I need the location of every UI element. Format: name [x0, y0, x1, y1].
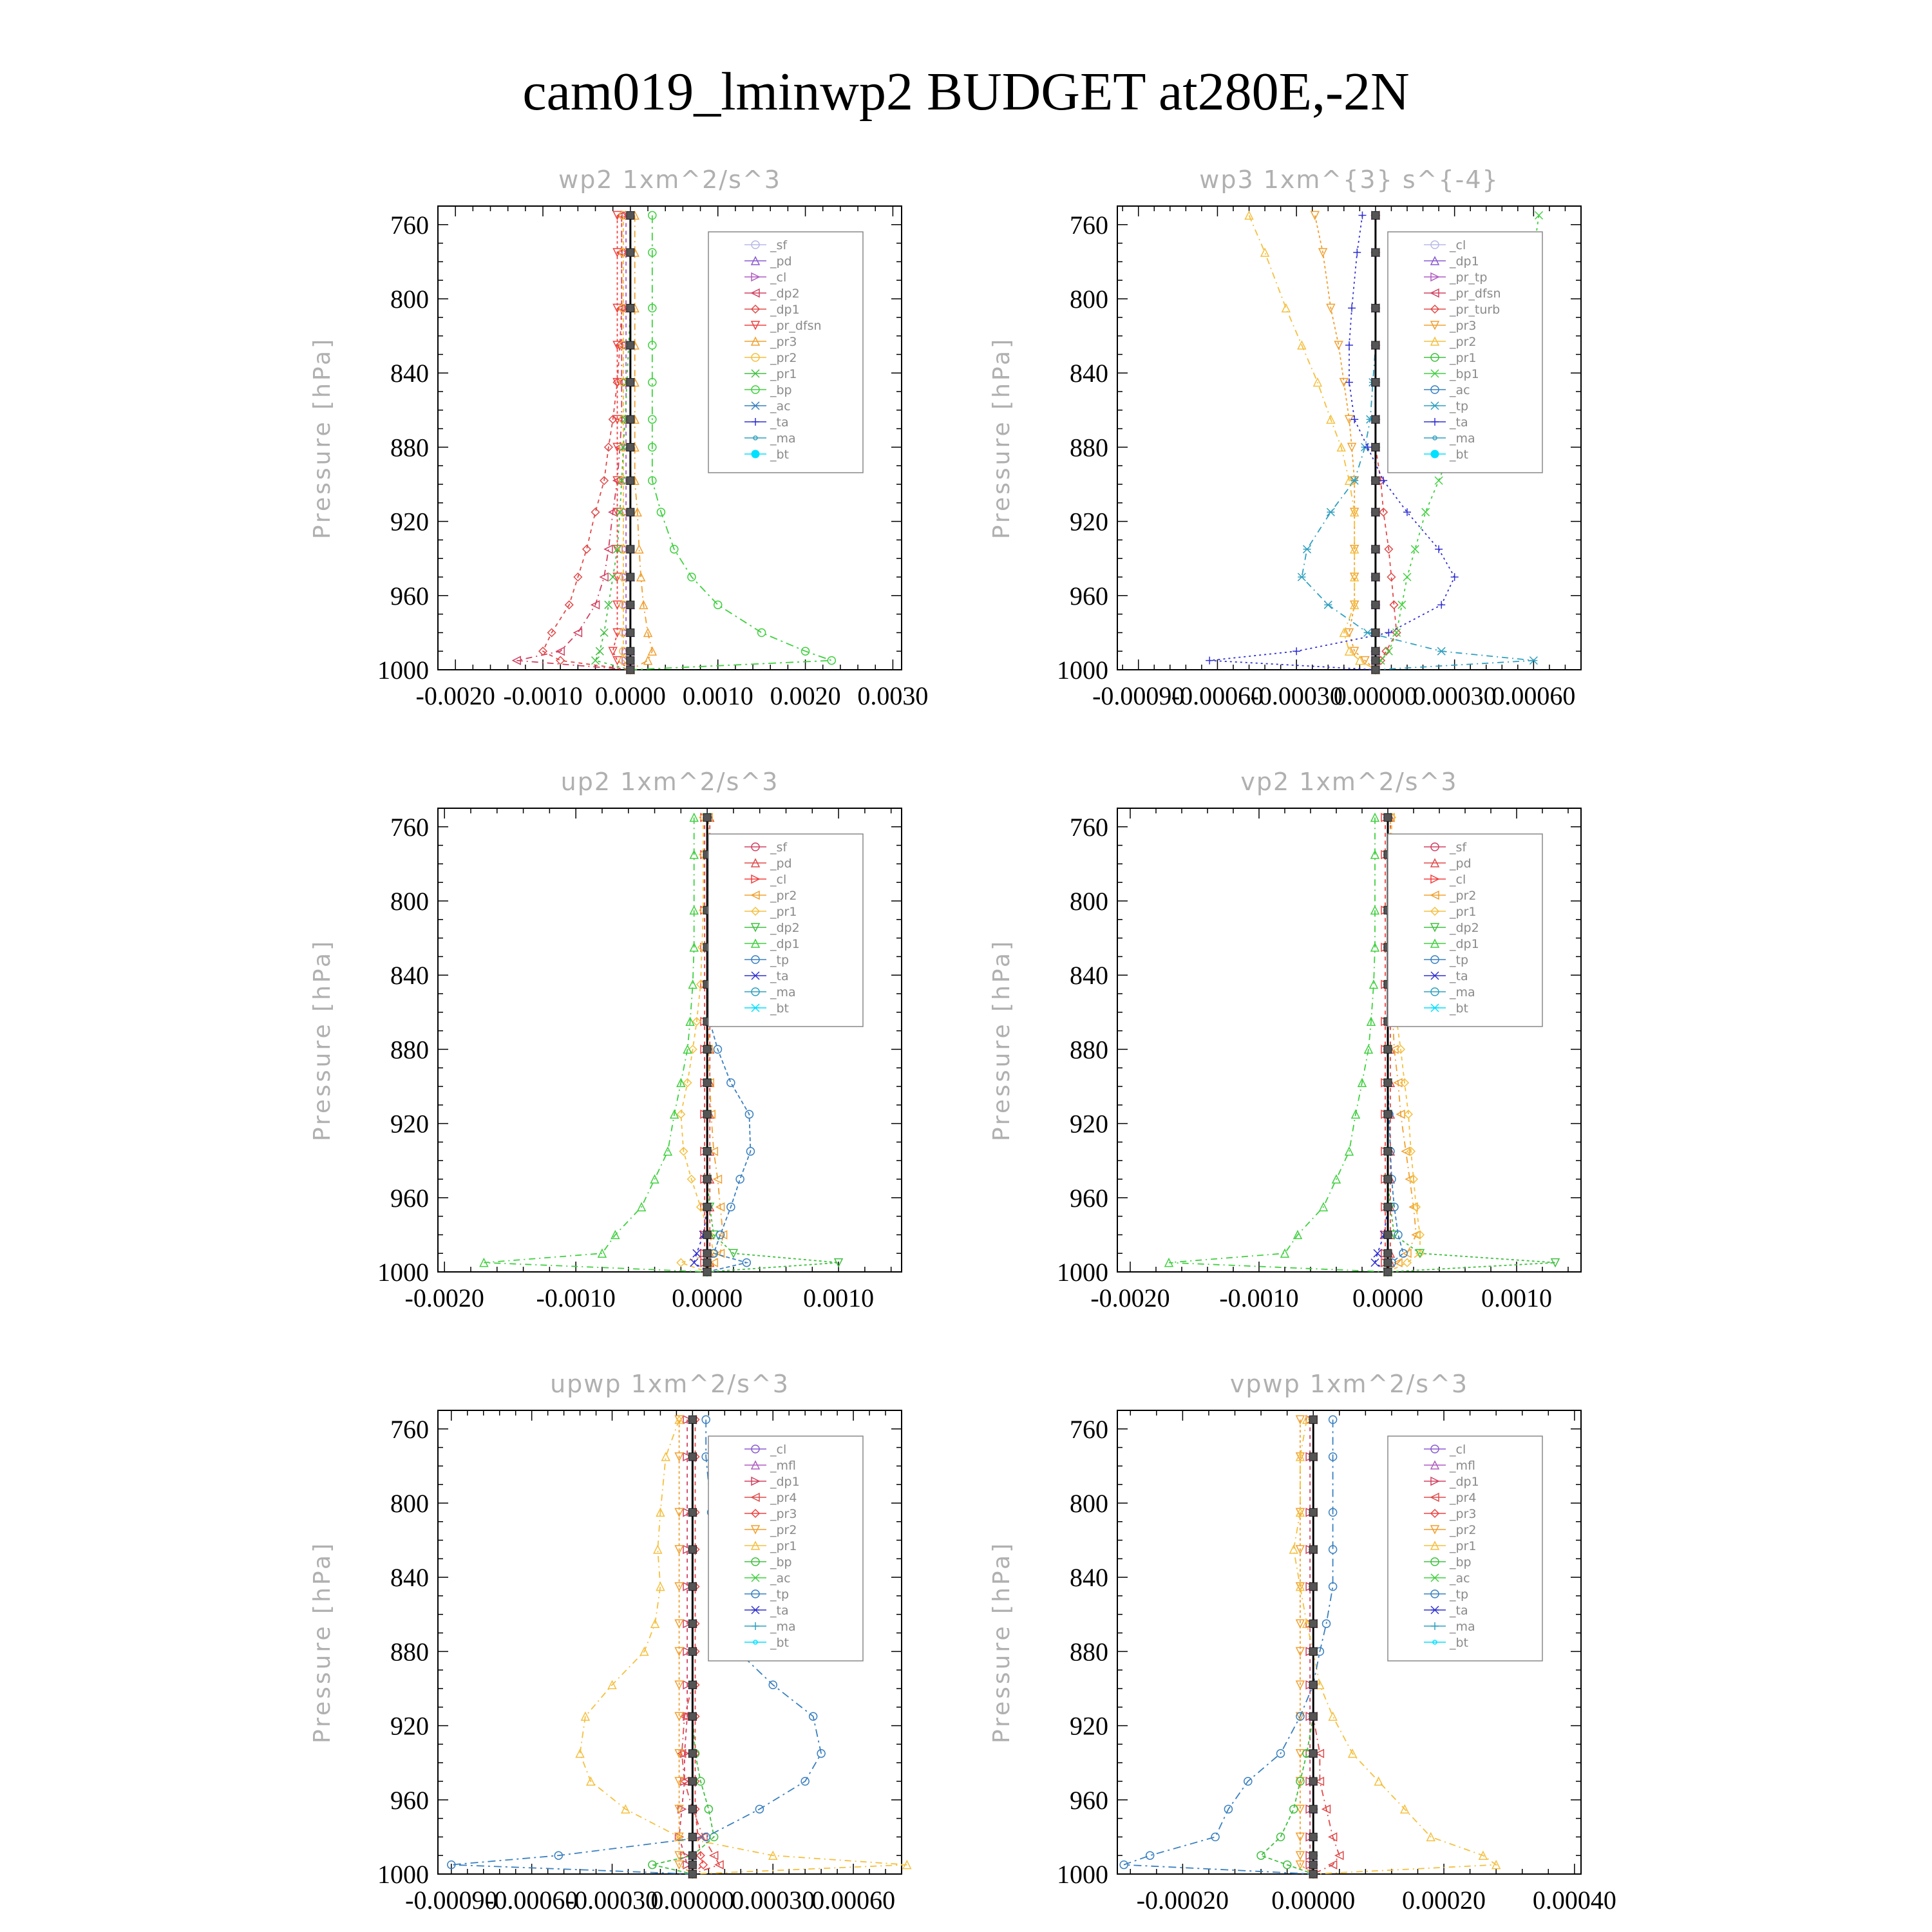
- zero-marker: [703, 1268, 711, 1276]
- zero-marker: [1309, 1647, 1317, 1655]
- zero-marker: [627, 601, 634, 609]
- zero-marker: [688, 1546, 696, 1553]
- zero-marker: [627, 657, 634, 665]
- zero-marker: [1384, 1268, 1392, 1276]
- zero-marker: [627, 508, 634, 516]
- zero-marker: [1309, 1805, 1317, 1813]
- x-tick-label: -0.00030: [565, 1886, 659, 1915]
- y-axis-label: Pressure [hPa]: [989, 336, 1015, 540]
- legend-label: _bt: [770, 1636, 790, 1650]
- zero-marker: [688, 1712, 696, 1720]
- legend-marker: [752, 450, 759, 458]
- x-tick-label: 0.0010: [803, 1283, 875, 1312]
- zero-marker: [688, 1416, 696, 1423]
- y-tick-label: 880: [390, 1035, 429, 1065]
- page-title: cam019_lminwp2 BUDGET at280E,-2N: [522, 62, 1410, 122]
- y-axis-label: Pressure [hPa]: [309, 1540, 336, 1744]
- legend-label: _ma: [1450, 1620, 1475, 1634]
- zero-marker: [688, 1861, 696, 1869]
- zero-marker: [627, 249, 634, 256]
- x-tick-label: -0.00090: [1092, 681, 1185, 710]
- zero-marker: [688, 1647, 696, 1655]
- zero-marker: [688, 1453, 696, 1461]
- legend-label: _cl: [1450, 873, 1466, 887]
- zero-marker: [703, 1175, 711, 1183]
- zero-marker: [1372, 211, 1379, 219]
- zero-marker: [627, 545, 634, 553]
- legend-label: _pr1: [1450, 1539, 1477, 1553]
- zero-marker: [1384, 1203, 1392, 1211]
- legend-label: _dp2: [770, 921, 800, 935]
- zero-marker: [627, 629, 634, 636]
- panel-title: wp2 1xm^2/s^3: [558, 166, 781, 194]
- zero-marker: [688, 1833, 696, 1841]
- zero-marker: [627, 443, 634, 451]
- legend-label: _ta: [770, 1604, 789, 1618]
- legend-label: _pr4: [770, 1491, 797, 1505]
- legend-label: _bt: [770, 1001, 790, 1016]
- legend-label: _dp1: [770, 303, 800, 317]
- zero-marker: [1372, 647, 1379, 655]
- legend-label: _cl: [1450, 238, 1466, 252]
- zero-marker: [1372, 573, 1379, 581]
- y-tick-label: 760: [390, 210, 429, 240]
- zero-marker: [627, 304, 634, 312]
- zero-marker: [703, 1148, 711, 1155]
- legend-label: _bt: [1450, 1001, 1469, 1016]
- y-tick-label: 760: [390, 1414, 429, 1444]
- legend-label: _pr3: [770, 335, 797, 349]
- y-tick-label: 880: [390, 1637, 429, 1667]
- zero-marker: [1309, 1453, 1317, 1461]
- legend-label: _ma: [1450, 431, 1475, 446]
- legend-label: _pr1: [770, 905, 797, 919]
- x-tick-label: 0.0020: [770, 681, 841, 710]
- zero-marker: [1384, 813, 1392, 821]
- zero-marker: [688, 1750, 696, 1757]
- legend-marker: [1431, 450, 1439, 458]
- zero-marker: [688, 1620, 696, 1627]
- zero-marker: [1372, 379, 1379, 386]
- y-tick-label: 800: [390, 285, 429, 314]
- zero-marker: [1372, 249, 1379, 256]
- x-tick-label: 0.00030: [1412, 681, 1497, 710]
- panel-title: up2 1xm^2/s^3: [560, 768, 779, 796]
- y-tick-label: 760: [1070, 210, 1108, 240]
- x-tick-label: 0.00020: [1402, 1886, 1486, 1915]
- legend-label: _ma: [770, 1620, 796, 1634]
- y-tick-label: 920: [390, 1109, 429, 1139]
- legend-label: _pd: [770, 254, 792, 269]
- y-tick-label: 920: [1070, 1109, 1108, 1139]
- zero-marker: [1372, 666, 1379, 674]
- y-tick-label: 840: [1070, 359, 1108, 388]
- y-tick-label: 840: [390, 359, 429, 388]
- legend-label: _ta: [1450, 969, 1468, 983]
- zero-marker: [627, 415, 634, 423]
- y-tick-label: 920: [390, 507, 429, 536]
- y-tick-label: 960: [390, 581, 429, 611]
- y-tick-label: 1000: [377, 656, 429, 685]
- legend-label: _dp1: [770, 937, 800, 951]
- y-tick-label: 800: [390, 887, 429, 916]
- legend-label: _pr4: [1450, 1491, 1477, 1505]
- zero-marker: [1384, 1259, 1392, 1267]
- y-tick-label: 960: [1070, 581, 1108, 611]
- legend-label: _pr2: [770, 889, 797, 903]
- legend-label: _pd: [1450, 857, 1472, 871]
- legend-label: _ma: [1450, 985, 1475, 999]
- x-tick-label: -0.00090: [405, 1886, 498, 1915]
- legend-label: _ma: [770, 985, 796, 999]
- zero-marker: [688, 1681, 696, 1689]
- panel-title: vp2 1xm^2/s^3: [1240, 768, 1458, 796]
- legend-label: _tp: [770, 953, 790, 967]
- zero-marker: [1372, 443, 1379, 451]
- legend-label: _ac: [770, 1571, 791, 1586]
- zero-marker: [688, 1777, 696, 1785]
- y-axis-label: Pressure [hPa]: [989, 938, 1015, 1142]
- zero-marker: [703, 1110, 711, 1118]
- legend-label: _bp: [1450, 1555, 1472, 1569]
- x-tick-label: 0.00030: [731, 1886, 815, 1915]
- legend-label: _dp1: [1450, 254, 1479, 269]
- legend-label: _tp: [1450, 399, 1469, 413]
- zero-marker: [703, 1231, 711, 1238]
- legend-label: _pr_tp: [1450, 270, 1488, 285]
- zero-marker: [1372, 341, 1379, 349]
- x-tick-label: 0.0000: [672, 1283, 743, 1312]
- zero-marker: [703, 1045, 711, 1053]
- zero-marker: [688, 1508, 696, 1516]
- legend-label: _ac: [1450, 383, 1470, 397]
- zero-marker: [1384, 1110, 1392, 1118]
- x-tick-label: 0.0010: [1481, 1283, 1552, 1312]
- zero-marker: [1384, 1175, 1392, 1183]
- legend-label: _pr3: [770, 1507, 797, 1521]
- legend-label: _bt: [770, 448, 790, 462]
- legend-label: _dp1: [770, 1475, 800, 1489]
- y-tick-label: 920: [1070, 507, 1108, 536]
- x-tick-label: -0.0010: [503, 681, 583, 710]
- legend-label: _pr3: [1450, 1507, 1477, 1521]
- x-tick-label: -0.0020: [1090, 1283, 1170, 1312]
- y-tick-label: 800: [1070, 1489, 1108, 1518]
- zero-marker: [1372, 657, 1379, 665]
- legend-label: _pr2: [770, 351, 797, 365]
- zero-marker: [1309, 1620, 1317, 1627]
- y-axis-label: Pressure [hPa]: [989, 1540, 1015, 1744]
- legend-label: _pr_turb: [1450, 303, 1501, 317]
- zero-marker: [1384, 1148, 1392, 1155]
- x-tick-label: 0.0030: [857, 681, 929, 710]
- zero-marker: [1309, 1583, 1317, 1591]
- legend-label: _pr1: [770, 367, 797, 381]
- x-tick-label: 0.00000: [1333, 681, 1417, 710]
- y-tick-label: 960: [390, 1183, 429, 1213]
- y-tick-label: 800: [1070, 285, 1108, 314]
- legend-label: _ta: [770, 969, 789, 983]
- legend-label: _sf: [770, 238, 788, 252]
- zero-marker: [703, 813, 711, 821]
- zero-marker: [1372, 601, 1379, 609]
- y-tick-label: 960: [1070, 1785, 1108, 1815]
- legend-label: _ta: [1450, 1604, 1468, 1618]
- zero-marker: [1372, 545, 1379, 553]
- y-tick-label: 920: [1070, 1711, 1108, 1741]
- x-tick-label: 0.00000: [1271, 1886, 1356, 1915]
- zero-marker: [1309, 1546, 1317, 1553]
- legend-label: _ac: [1450, 1571, 1470, 1586]
- zero-marker: [1384, 1045, 1392, 1053]
- panel-title: vpwp 1xm^2/s^3: [1229, 1370, 1469, 1398]
- legend-label: _cl: [770, 873, 787, 887]
- zero-marker: [1309, 1777, 1317, 1785]
- zero-marker: [688, 1583, 696, 1591]
- legend-label: _ma: [770, 431, 796, 446]
- zero-marker: [627, 477, 634, 484]
- zero-marker: [627, 211, 634, 219]
- legend-label: _bp: [770, 1555, 792, 1569]
- legend-label: _pr3: [1450, 319, 1477, 333]
- zero-marker: [703, 1203, 711, 1211]
- zero-marker: [688, 1805, 696, 1813]
- zero-marker: [703, 1079, 711, 1086]
- zero-marker: [627, 341, 634, 349]
- legend-label: _ta: [770, 415, 789, 430]
- x-tick-label: -0.00020: [1136, 1886, 1229, 1915]
- legend-label: _pr_dfsn: [770, 319, 822, 333]
- y-axis-label: Pressure [hPa]: [309, 336, 336, 540]
- zero-marker: [1309, 1681, 1317, 1689]
- y-tick-label: 840: [390, 1563, 429, 1593]
- legend-label: _bp: [770, 383, 792, 397]
- y-tick-label: 960: [1070, 1183, 1108, 1213]
- legend-label: _sf: [1450, 840, 1467, 855]
- legend-label: _ac: [770, 399, 791, 413]
- zero-marker: [627, 379, 634, 386]
- legend-label: _bt: [1450, 1636, 1469, 1650]
- x-tick-label: -0.00060: [1171, 681, 1264, 710]
- legend-label: _tp: [1450, 1587, 1469, 1602]
- legend-label: _tp: [1450, 953, 1469, 967]
- zero-marker: [1384, 1231, 1392, 1238]
- legend-label: _cl: [770, 270, 787, 285]
- y-tick-label: 840: [1070, 961, 1108, 990]
- legend-label: _sf: [770, 840, 788, 855]
- zero-marker: [1384, 1079, 1392, 1086]
- zero-marker: [1372, 477, 1379, 484]
- y-tick-label: 840: [1070, 1563, 1108, 1593]
- x-tick-label: 0.00040: [1532, 1886, 1616, 1915]
- zero-marker: [627, 666, 634, 674]
- y-tick-label: 800: [1070, 887, 1108, 916]
- x-tick-label: -0.0020: [404, 1283, 484, 1312]
- zero-marker: [1309, 1712, 1317, 1720]
- y-tick-label: 760: [1070, 812, 1108, 842]
- y-tick-label: 800: [390, 1489, 429, 1518]
- legend-label: _dp2: [770, 287, 800, 301]
- zero-marker: [703, 1259, 711, 1267]
- legend-label: _dp1: [1450, 1475, 1479, 1489]
- legend-label: _dp2: [1450, 921, 1479, 935]
- y-tick-label: 760: [390, 812, 429, 842]
- zero-marker: [703, 1249, 711, 1257]
- legend-label: _pr1: [770, 1539, 797, 1553]
- x-tick-label: 0.00060: [1492, 681, 1576, 710]
- legend-label: _dp1: [1450, 937, 1479, 951]
- zero-marker: [1372, 508, 1379, 516]
- x-tick-label: -0.0020: [415, 681, 495, 710]
- x-tick-label: -0.0010: [536, 1283, 616, 1312]
- zero-marker: [688, 1852, 696, 1859]
- legend-label: _pr1: [1450, 351, 1477, 365]
- x-tick-label: 0.0000: [1352, 1283, 1423, 1312]
- panel-title: wp3 1xm^{3} s^{-4}: [1199, 166, 1499, 194]
- x-tick-label: -0.0010: [1219, 1283, 1299, 1312]
- x-tick-label: -0.00060: [486, 1886, 578, 1915]
- y-tick-label: 1000: [1057, 656, 1108, 685]
- legend-label: _cl: [770, 1443, 787, 1457]
- y-tick-label: 1000: [1057, 1258, 1108, 1287]
- x-tick-label: 0.0000: [594, 681, 666, 710]
- x-tick-label: -0.00030: [1250, 681, 1343, 710]
- zero-marker: [1309, 1833, 1317, 1841]
- zero-marker: [1372, 304, 1379, 312]
- legend-label: _pr2: [1450, 335, 1477, 349]
- legend-label: _pr_dfsn: [1450, 287, 1501, 301]
- legend-label: _mfl: [770, 1459, 796, 1473]
- y-tick-label: 920: [390, 1711, 429, 1741]
- legend-label: _pr2: [1450, 889, 1477, 903]
- legend-label: _ta: [1450, 415, 1468, 430]
- zero-marker: [1372, 415, 1379, 423]
- legend-label: _tp: [770, 1587, 790, 1602]
- zero-marker: [1384, 1249, 1392, 1257]
- zero-marker: [1372, 629, 1379, 636]
- legend-label: _cl: [1450, 1443, 1466, 1457]
- zero-marker: [1309, 1508, 1317, 1516]
- x-tick-label: 0.00060: [811, 1886, 896, 1915]
- legend-label: _mfl: [1450, 1459, 1475, 1473]
- x-tick-label: 0.0010: [682, 681, 753, 710]
- y-tick-label: 880: [1070, 1637, 1108, 1667]
- zero-marker: [688, 1870, 696, 1878]
- y-tick-label: 960: [390, 1785, 429, 1815]
- y-tick-label: 760: [1070, 1414, 1108, 1444]
- legend-label: _bp1: [1450, 367, 1479, 381]
- y-tick-label: 880: [390, 433, 429, 462]
- legend-label: _pr1: [1450, 905, 1477, 919]
- legend-label: _pd: [770, 857, 792, 871]
- zero-marker: [627, 647, 634, 655]
- legend-label: _pr2: [1450, 1523, 1477, 1537]
- legend-label: _pr2: [770, 1523, 797, 1537]
- x-tick-label: 0.00000: [650, 1886, 735, 1915]
- y-tick-label: 1000: [1057, 1860, 1108, 1889]
- zero-marker: [627, 573, 634, 581]
- zero-marker: [1309, 1870, 1317, 1878]
- y-tick-label: 840: [390, 961, 429, 990]
- zero-marker: [1309, 1852, 1317, 1859]
- legend-label: _bt: [1450, 448, 1469, 462]
- y-tick-label: 1000: [377, 1258, 429, 1287]
- zero-marker: [1309, 1416, 1317, 1423]
- zero-marker: [1309, 1750, 1317, 1757]
- zero-marker: [1309, 1861, 1317, 1869]
- y-axis-label: Pressure [hPa]: [309, 938, 336, 1142]
- y-tick-label: 880: [1070, 433, 1108, 462]
- y-tick-label: 880: [1070, 1035, 1108, 1065]
- panel-title: upwp 1xm^2/s^3: [550, 1370, 790, 1398]
- y-tick-label: 1000: [377, 1860, 429, 1889]
